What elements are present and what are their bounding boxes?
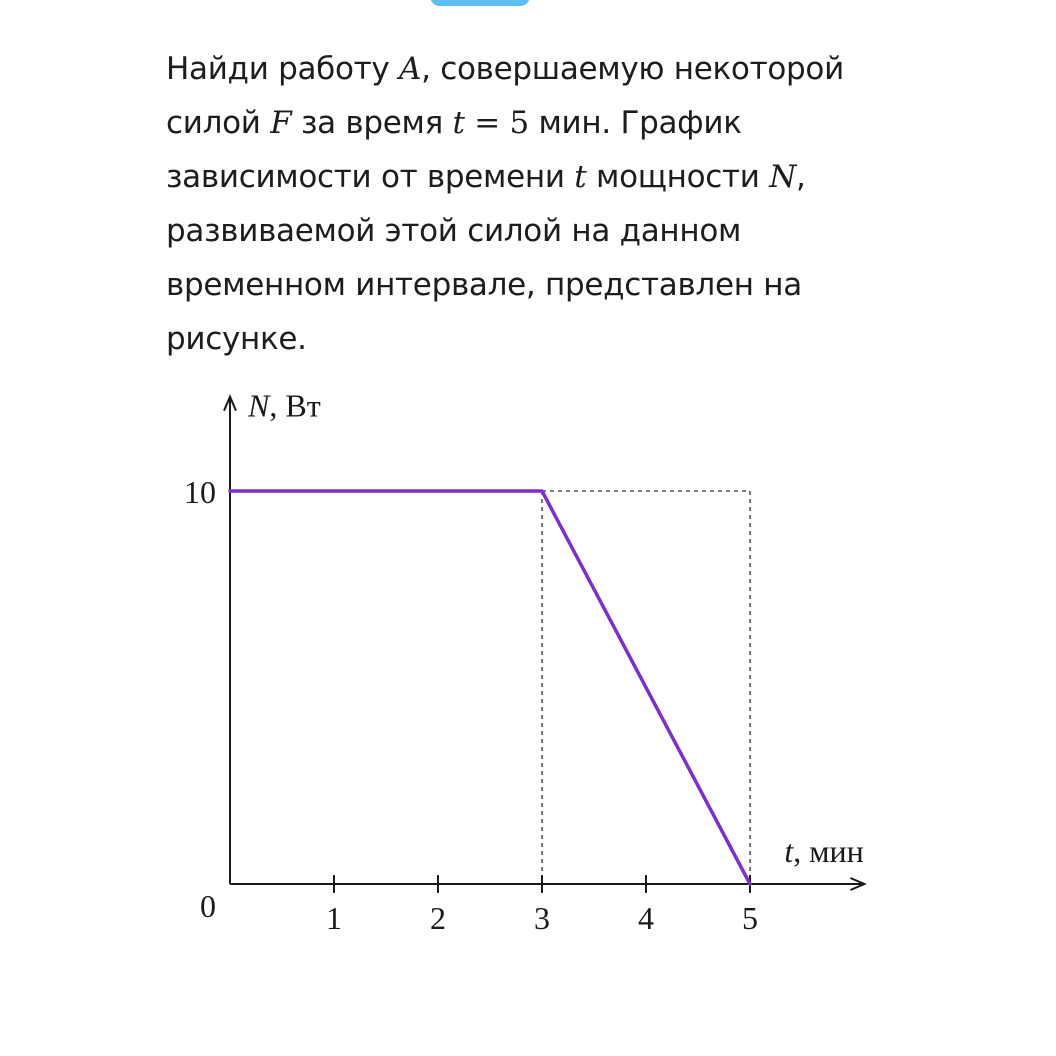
x-tick-label: 5 — [742, 900, 758, 936]
y-axis-var: N — [248, 387, 270, 424]
x-tick-label: 4 — [638, 900, 654, 936]
chart-labels — [200, 388, 864, 924]
y-axis-label — [247, 388, 321, 424]
x-axis-var: t — [784, 833, 794, 869]
x-axis-unit: , мин — [793, 833, 864, 869]
math-equation: = 5 — [464, 105, 529, 141]
x-tick-label: 1 — [326, 900, 342, 936]
power-line — [230, 491, 750, 884]
math-var-N: N — [769, 159, 797, 195]
problem-line-5: временном интервале, представлен на — [166, 267, 802, 303]
problem-text: силой — [166, 105, 271, 141]
y-axis-unit: , Вт — [269, 387, 321, 424]
math-var-t: t — [452, 105, 465, 141]
series-group — [230, 491, 750, 884]
math-var-A: A — [399, 51, 422, 87]
problem-text: , — [796, 159, 806, 195]
problem-line-6: рисунке. — [166, 321, 307, 357]
problem-text: мин. График — [528, 105, 742, 141]
math-var-F: F — [270, 105, 292, 141]
problem-text: Найди работу — [166, 51, 400, 87]
y-tick-label: 10 — [184, 474, 216, 510]
axis-ticks — [184, 474, 758, 936]
problem-text: мощности — [586, 159, 770, 195]
problem-text: зависимости от времени — [166, 159, 575, 195]
problem-line-4: развиваемой этой силой на данном — [166, 213, 742, 249]
math-var-t: t — [574, 159, 587, 195]
x-tick-label: 3 — [534, 900, 550, 936]
x-axis-label — [784, 833, 863, 869]
origin-label: 0 — [200, 888, 216, 924]
problem-text: за время — [291, 105, 453, 141]
x-tick-label: 2 — [430, 900, 446, 936]
axes — [224, 397, 864, 890]
problem-text: , совершаемую некоторой — [421, 51, 844, 87]
